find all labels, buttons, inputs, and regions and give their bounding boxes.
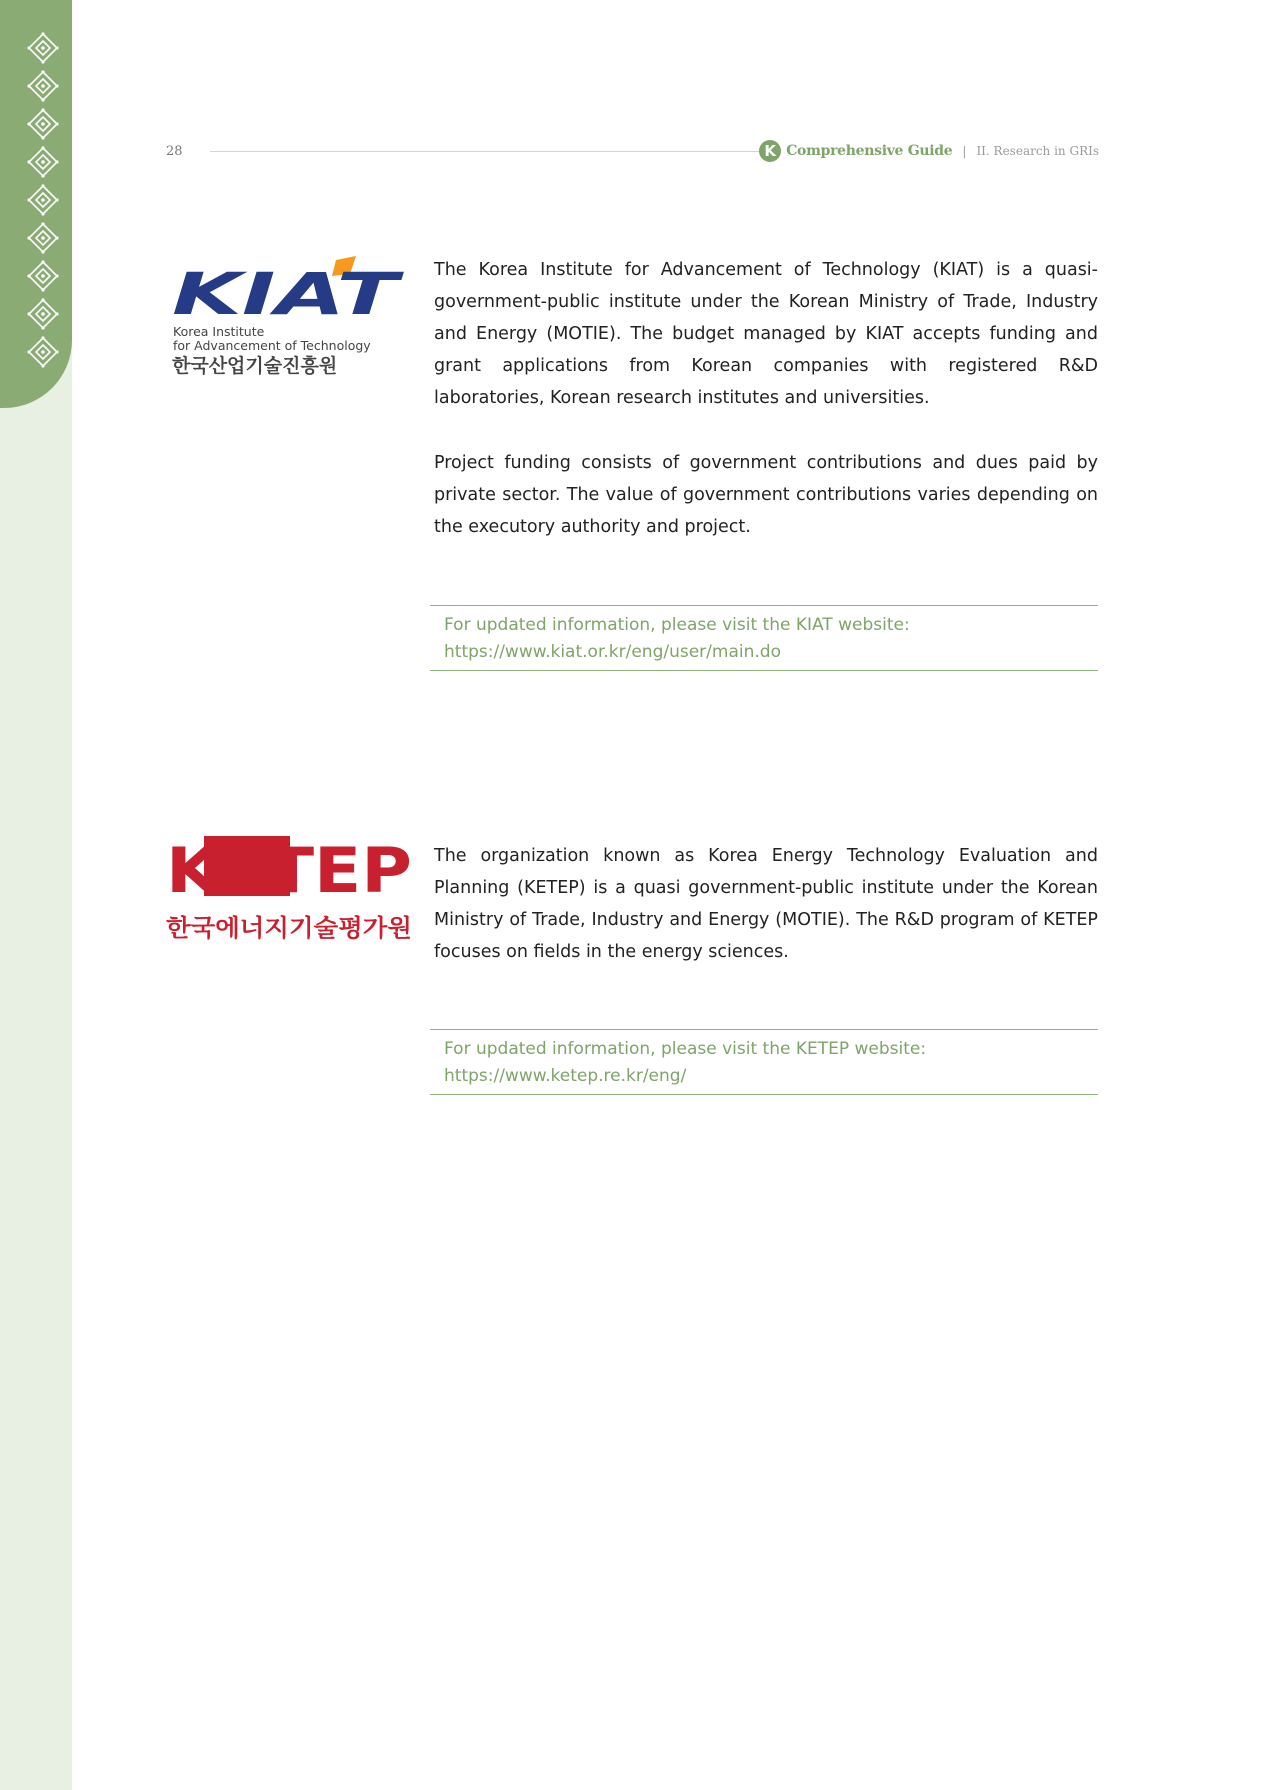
ketep-logo-korean: 한국에너지기술평가원 [166, 914, 412, 942]
k-badge-icon: K [759, 140, 781, 162]
ornament-icon [27, 222, 58, 253]
ornament-icon [27, 260, 58, 291]
ketep-info-box [430, 1029, 1098, 1095]
kiat-info-text: For updated information, please visit the KIAT website: [444, 615, 910, 635]
header-rule [210, 151, 760, 152]
ornament-icon [27, 108, 58, 139]
ketep-wordmark: KETEP [166, 834, 412, 907]
ornament-icon [27, 70, 58, 101]
ketep-info-url: https://www.ketep.re.kr/eng/ [444, 1066, 687, 1086]
kiat-logo-korean: 한국산업기술진흥원 [172, 355, 338, 377]
kiat-logo-line2: for Advancement of Technology [173, 338, 371, 353]
ketep-logo [166, 834, 416, 944]
page-number: 28 [166, 144, 183, 159]
ornament-icon [27, 298, 58, 329]
kiat-logo-line1: Korea Institute [173, 324, 265, 339]
ornament-icon [27, 146, 58, 177]
kiat-paragraph: The Korea Institute for Advancement of Technology (KIAT) is a quasi-government-public institute under the Korean Ministry of Trade, Industry and Energy (MOTIE). The budget managed by KIAT accepts funding and grant applications from Korean companies with registered R&D laboratories, Korean research institutes and universities. [434, 260, 1098, 408]
running-header [759, 140, 1099, 162]
kiat-wordmark: KIAT [172, 260, 405, 328]
kiat-info-url: https://www.kiat.or.kr/eng/user/main.do [444, 642, 781, 662]
kiat-logo [172, 256, 412, 380]
ornament-column [0, 0, 72, 408]
ornament-icon [27, 184, 58, 215]
header-separator: | [962, 144, 967, 158]
ketep-info-text: For updated information, please visit the KETEP website: [444, 1039, 927, 1059]
kiat-info-box [430, 605, 1098, 671]
ketep-paragraph: The organization known as Korea Energy Technology Evaluation and Planning (KETEP) is a quasi government-public institute under the Korean Ministry of Trade, Industry and Energy (MOTIE). The R&D program of KETEP focuses on fields in the energy sciences. [434, 846, 1098, 962]
guide-title: Comprehensive Guide [786, 143, 953, 159]
section-label: II. Research in GRIs [976, 144, 1099, 158]
kiat-paragraph: Project funding consists of government contributions and dues paid by private sector. The value of government contributions varies depending on the executory authority and project. [434, 453, 1098, 537]
ornament-icon [27, 336, 58, 367]
ornament-icon [27, 32, 58, 63]
